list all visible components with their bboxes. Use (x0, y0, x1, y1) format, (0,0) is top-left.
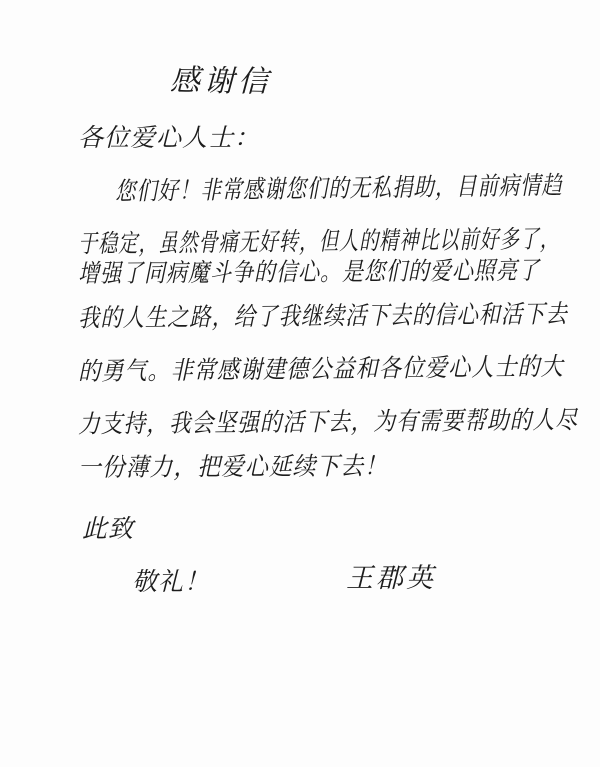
letter-body-line: 于稳定，虽然骨痛无好转，但人的精神比以前好多了， (77, 224, 560, 259)
letter-body-line: 增强了同病魔斗争的信心。是您们的爱心照亮了 (77, 255, 540, 288)
letter-body-line: 力支持，我会坚强的活下去，为有需要帮助的人尽 (77, 405, 578, 439)
letter-title: 感谢信 (169, 63, 273, 100)
letter-body-line: 您们好！非常感谢您们的无私捐助，目前病情趋 (114, 170, 563, 206)
letter-respect: 敬礼！ (132, 567, 211, 596)
letter-body-line: 的勇气。非常感谢建德公益和各位爱心人士的大 (77, 351, 564, 386)
letter-body-line: 我的人生之路，给了我继续活下去的信心和活下去 (77, 299, 568, 333)
letter-body-line: 一份薄力，把爱心延续下去！ (77, 451, 388, 482)
letter-signature: 王郡英 (346, 563, 436, 594)
letter-salutation: 各位爱心人士： (78, 123, 261, 152)
letter-closing: 此致 (82, 514, 135, 543)
